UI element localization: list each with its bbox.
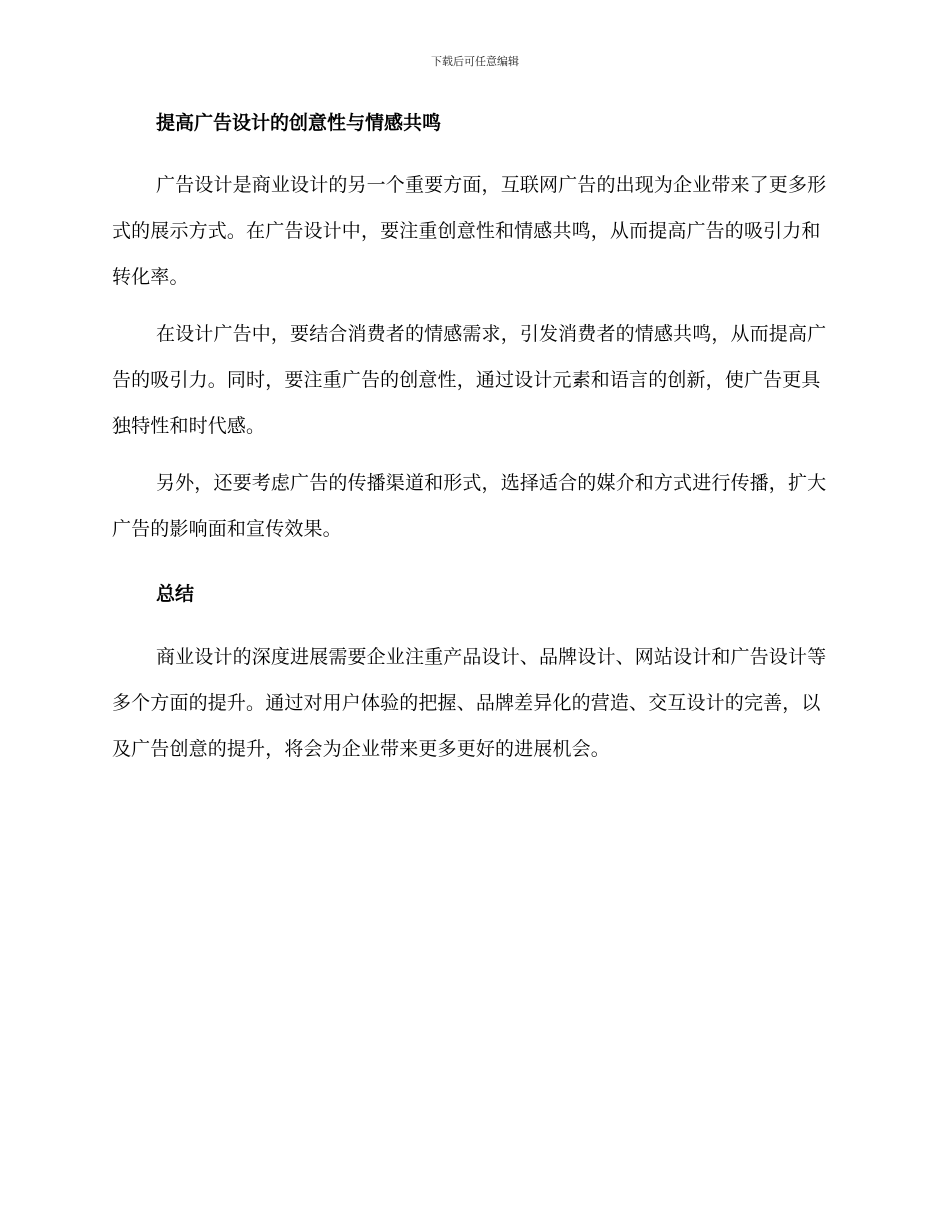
- section-heading-summary: 总结: [156, 583, 195, 605]
- paragraph: 商业设计的深度进展需要企业注重产品设计、品牌设计、网站设计和广告设计等多个方面的提升。通过对用户体验的把握、品牌差异化的营造、交互设计的完善，以及广告创意的提升，将会为企业带来更多更好的进展机会。: [112, 646, 827, 760]
- paragraph: 另外，还要考虑广告的传播渠道和形式，选择适合的媒介和方式进行传播，扩大广告的影响面和宣传效果。: [112, 472, 827, 540]
- document-body: [112, 108, 834, 772]
- page-header: 下载后可任意编辑: [431, 55, 519, 68]
- paragraph: 在设计广告中，要结合消费者的情感需求，引发消费者的情感共鸣，从而提高广告的吸引力。同时，要注重广告的创意性，通过设计元素和语言的创新，使广告更具独特性和时代感。: [112, 323, 827, 437]
- section-heading-ad-design: 提高广告设计的创意性与情感共鸣: [156, 112, 442, 134]
- paragraph: 广告设计是商业设计的另一个重要方面，互联网广告的出现为企业带来了更多形式的展示方式。在广告设计中，要注重创意性和情感共鸣，从而提高广告的吸引力和转化率。: [112, 174, 827, 288]
